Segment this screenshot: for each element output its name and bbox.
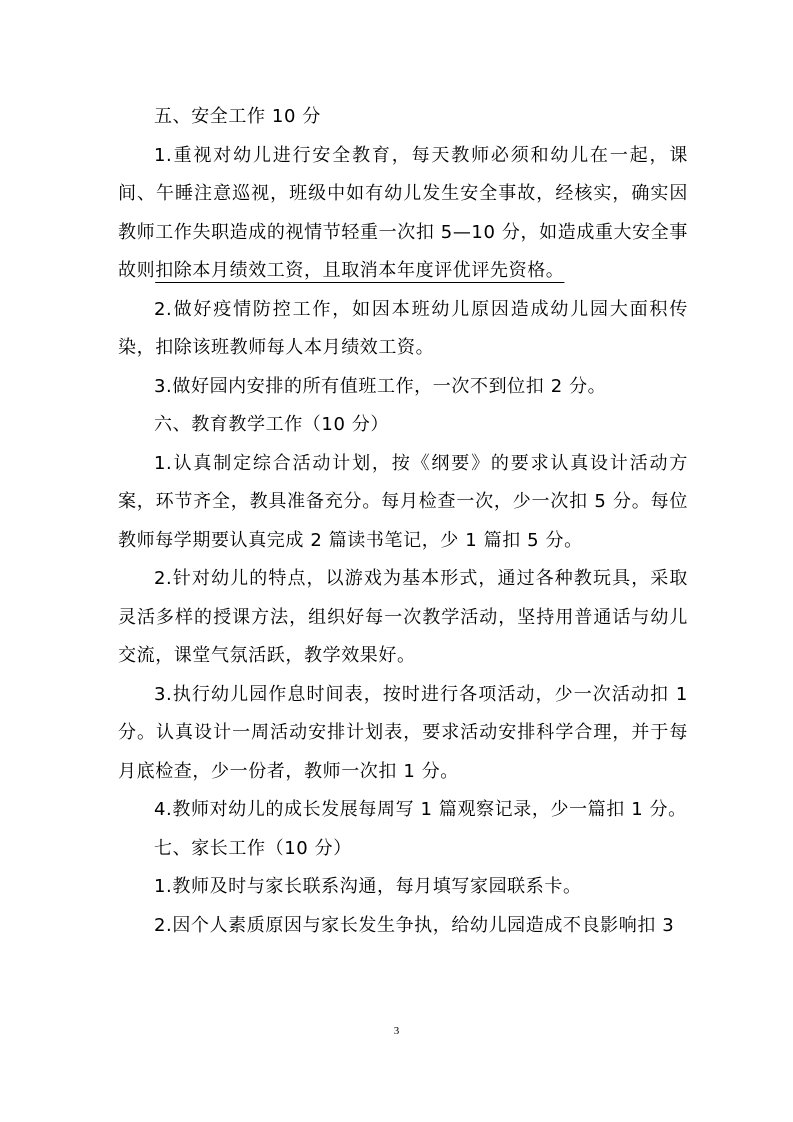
paragraph-safety-item-3: 3.做好园内安排的所有值班工作，一次不到位扣 2 分。 — [154, 375, 607, 397]
document-body — [118, 98, 688, 945]
paragraph-parent-item-1: 1.教师及时与家长联系沟通，每月填写家园联系卡。 — [154, 876, 582, 897]
paragraph-teaching-item-2: 2.针对幼儿的特点，以游戏为基本形式，通过各种教玩具，采取灵活多样的授课方法，组织好每一次教学活动，坚持用普通话与幼儿交流，课堂气氛活跃，教学效果好。 — [118, 568, 688, 666]
section-safety-work — [118, 98, 688, 406]
section-heading-parent-work: 七、家长工作（10 分） — [154, 837, 352, 859]
paragraph-teaching-item-1: 1.认真制定综合活动计划，按《纲要》的要求认真设计活动方案，环节齐全，教具准备充分。每月检查一次，少一次扣 5 分。每位教师每学期要认真完成 2 篇读书笔记，少 1 篇扣 5 分。 — [118, 452, 688, 551]
section-heading-teaching-work: 六、教育教学工作（10 分） — [154, 414, 390, 435]
section-heading-safety-work: 五、安全工作 10 分 — [154, 106, 321, 127]
paragraph-safety-item-2: 2.做好疫情防控工作，如因本班幼儿原因造成幼儿园大面积传染，扣除该班教师每人本月绩效工资。 — [118, 298, 688, 358]
section-teaching-work — [118, 406, 688, 830]
paragraph-teaching-item-3: 3.执行幼儿园作息时间表，按时进行各项活动，少一次活动扣 1 分。认真设计一周活动安排计划表，要求活动安排科学合理，并于每月底检查，少一份者，教师一次扣 1 分。 — [118, 683, 688, 782]
paragraph-safety-item-1 — [118, 137, 688, 291]
paragraph-parent-item-2: 2.因个人素质原因与家长发生争执，给幼儿园造成不良影响扣 3 — [154, 914, 675, 936]
safety-item-1-main-text: 1.重视对幼儿进行安全教育，每天教师必须和幼儿在一起，课间、午睡注意巡视，班级中如有幼儿发生安全事故，经核实，确实因教师工作失职造成的视情节轻重一次扣 5—10 分，如造成重大安全事故则 — [118, 144, 688, 281]
safety-item-1-underlined-text: 扣除本月绩效工资，且取消本年度评优评先资格。 — [155, 260, 565, 281]
section-parent-work — [118, 830, 688, 946]
page-number: 3 — [393, 1025, 400, 1037]
paragraph-teaching-item-4: 4.教师对幼儿的成长发展每周写 1 篇观察记录，少一篇扣 1 分。 — [154, 799, 687, 820]
